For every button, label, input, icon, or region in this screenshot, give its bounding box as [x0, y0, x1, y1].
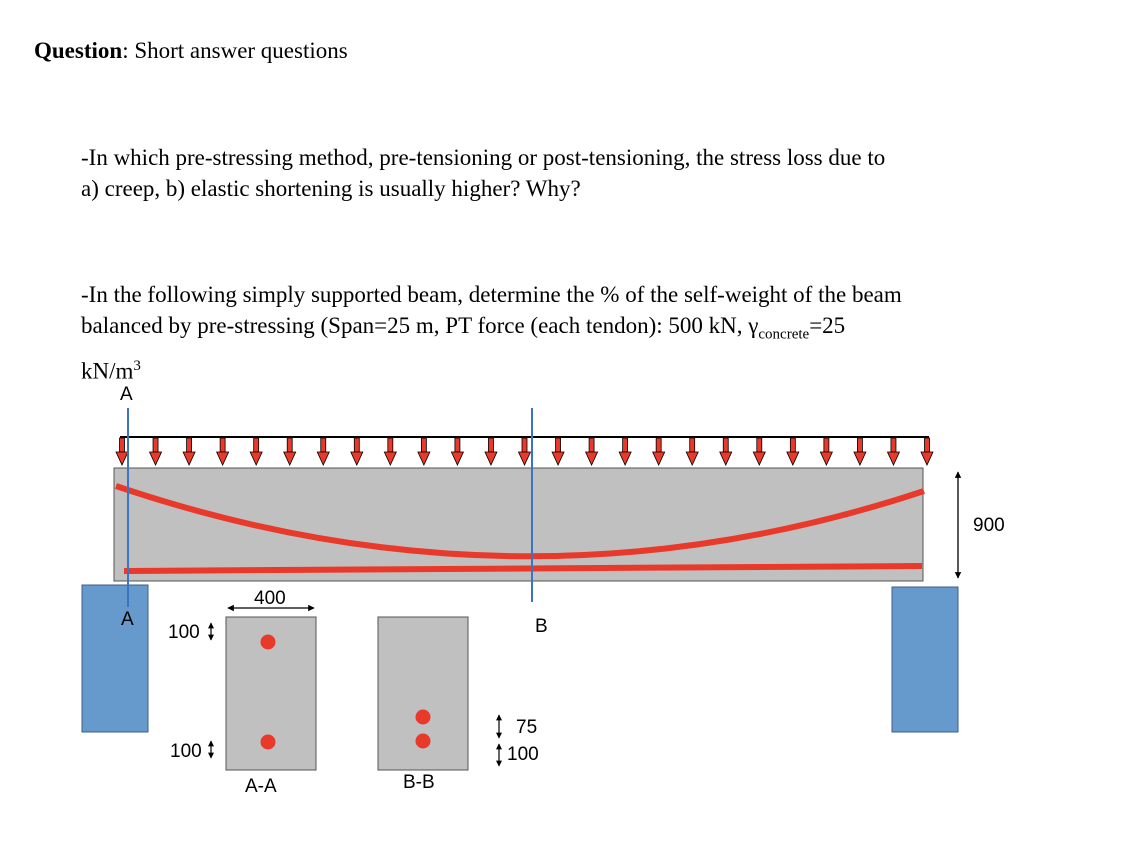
load-arrow: [351, 438, 363, 465]
section-a-bottom-label: A: [121, 609, 134, 630]
unit-superscript: 3: [133, 357, 141, 374]
load-arrow: [921, 438, 933, 465]
distributed-load: [116, 438, 933, 465]
left-support: [82, 585, 148, 732]
load-arrow: [150, 438, 162, 465]
question-heading: Question: Short answer questions: [34, 38, 348, 63]
section-bb-label: B-B: [403, 772, 435, 793]
load-arrow: [686, 438, 698, 465]
gamma-value: =25: [809, 313, 846, 338]
load-arrow: [619, 438, 631, 465]
aa-top-cover-label: 100: [168, 622, 200, 643]
right-support: [892, 587, 958, 732]
question-1-line-2: a) creep, b) elastic shortening is usually higher? Why?: [81, 176, 581, 201]
aa-top-tendon: [261, 635, 276, 650]
load-arrow: [384, 438, 396, 465]
load-arrow: [250, 438, 262, 465]
load-arrow: [183, 438, 195, 465]
load-arrow: [586, 438, 598, 465]
aa-bottom-cover-label: 100: [170, 741, 202, 762]
load-arrow: [854, 438, 866, 465]
bb-upper-tendon: [416, 710, 431, 725]
section-aa-label: A-A: [245, 776, 277, 797]
load-arrow: [485, 438, 497, 465]
load-arrow: [451, 438, 463, 465]
aa-bottom-tendon: [261, 735, 276, 750]
bb-bottom-cover-label: 100: [507, 744, 539, 765]
load-arrow: [552, 438, 564, 465]
bb-lower-tendon: [416, 734, 431, 749]
load-arrow: [753, 438, 765, 465]
load-arrow: [217, 438, 229, 465]
question-2-line-1: -In the following simply supported beam, determine the % of the self-weight of the beam: [81, 282, 902, 307]
depth-dimension-label: 900: [973, 515, 1005, 536]
load-arrow: [116, 438, 128, 465]
width-dimension-label: 400: [254, 588, 286, 609]
load-arrow: [820, 438, 832, 465]
question-2-line-3: kN/m: [81, 358, 134, 384]
section-b-label: B: [535, 616, 548, 637]
load-arrow: [418, 438, 430, 465]
bb-spacing-label: 75: [516, 717, 538, 738]
question-label: Question: [34, 38, 123, 63]
gamma-subscript: concrete: [758, 326, 810, 343]
load-arrow: [787, 438, 799, 465]
question-1-line-1: -In which pre-stressing method, pre-tensioning or post-tensioning, the stress loss due to: [81, 145, 886, 170]
question-title: Short answer questions: [134, 38, 348, 63]
question-2-line-2: balanced by pre-stressing (Span=25 m, PT force (each tendon): 500 kN, γ: [81, 313, 759, 338]
load-arrow: [887, 438, 899, 465]
load-arrow: [284, 438, 296, 465]
load-arrow: [653, 438, 665, 465]
section-a-top-label: A: [120, 384, 133, 405]
load-arrow: [519, 438, 531, 465]
load-arrow: [720, 438, 732, 465]
load-arrow: [317, 438, 329, 465]
